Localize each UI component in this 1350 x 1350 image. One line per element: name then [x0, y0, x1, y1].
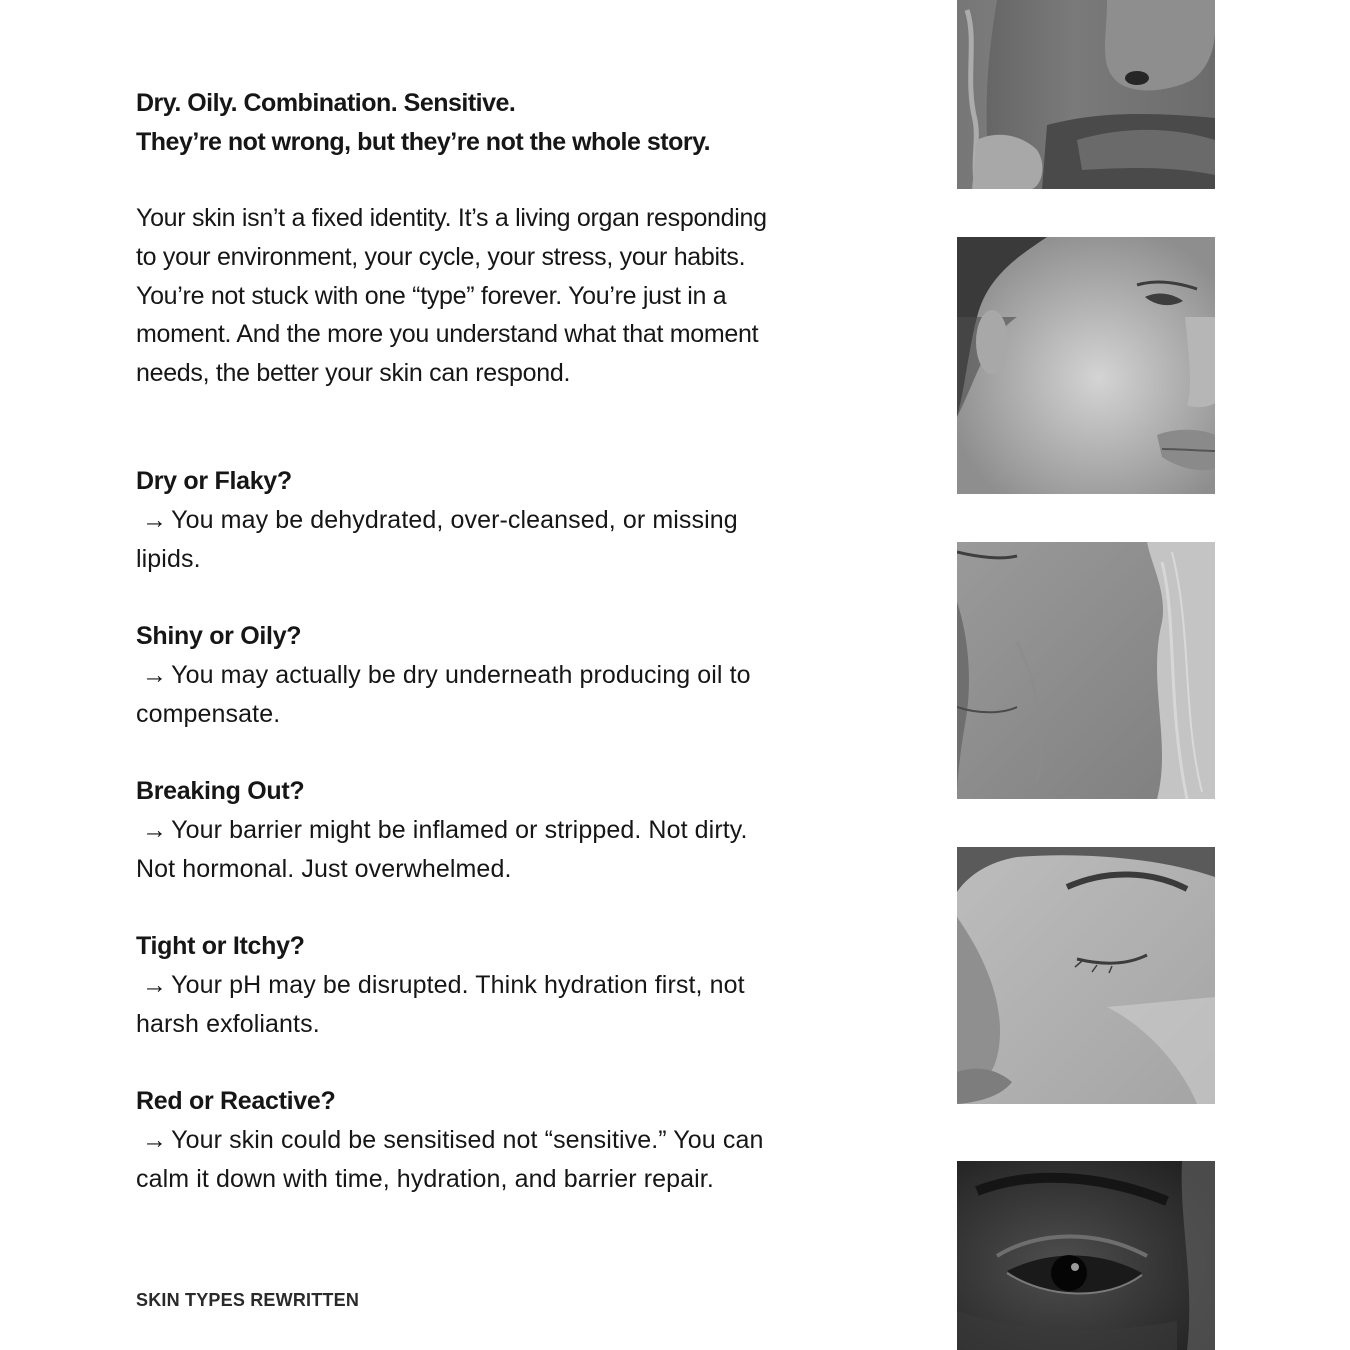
arrow-right-icon: →: [142, 1126, 168, 1154]
symptom-answer: → Your barrier might be inflamed or stripped. Not dirty. Not hormonal. Just overwhelmed.: [136, 816, 748, 883]
symptom-question: Dry or Flaky?: [136, 467, 292, 495]
footer-label: SKIN TYPES REWRITTEN: [136, 1290, 360, 1310]
symptom-answer: → You may actually be dry underneath producing oil to compensate.: [136, 661, 751, 728]
intro-paragraph: [136, 199, 856, 393]
intro-heading-line: Dry. Oily. Combination. Sensitive.: [136, 89, 516, 117]
symptom-answer: → You may be dehydrated, over-cleansed, or missing lipids.: [136, 506, 738, 573]
symptom-answer: → Your pH may be disrupted. Think hydration first, not harsh exfoliants.: [136, 971, 745, 1038]
face-photo-man-cheek: [957, 0, 1215, 189]
intro-line: to your environment, your cycle, your stress, your habits.: [136, 242, 746, 271]
symptom-breaking-out: [136, 772, 856, 889]
face-photo-woman-profile: [957, 237, 1215, 494]
intro-line: moment. And the more you understand what that moment: [136, 320, 759, 349]
symptom-answer: → Your skin could be sensitised not “sensitive.” You can calm it down with time, hydration, and barrier repair.: [136, 1126, 764, 1193]
symptom-dry-flaky: [136, 462, 856, 579]
symptom-question: Shiny or Oily?: [136, 622, 302, 650]
face-photo-woman-eyes-closed: [957, 542, 1215, 799]
arrow-right-icon: →: [142, 971, 168, 999]
symptom-question: Breaking Out?: [136, 777, 305, 805]
symptom-tight-itchy: [136, 927, 856, 1044]
intro-heading-line: They’re not wrong, but they’re not the whole story.: [136, 128, 711, 156]
face-photo-eye-closeup: [957, 1161, 1215, 1350]
symptom-question: Red or Reactive?: [136, 1087, 336, 1115]
face-photo-woman-brow: [957, 847, 1215, 1104]
intro-line: Your skin isn’t a fixed identity. It’s a living organ responding: [136, 204, 767, 232]
arrow-right-icon: →: [142, 816, 168, 844]
intro-line: needs, the better your skin can respond.: [136, 359, 571, 388]
symptom-question: Tight or Itchy?: [136, 932, 305, 960]
intro-heading: [136, 84, 856, 162]
symptom-shiny-oily: [136, 617, 856, 734]
arrow-right-icon: →: [142, 506, 168, 534]
symptom-red-reactive: [136, 1082, 856, 1199]
intro-line: You’re not stuck with one “type” forever. You’re just in a: [136, 281, 727, 310]
arrow-right-icon: →: [142, 661, 168, 689]
